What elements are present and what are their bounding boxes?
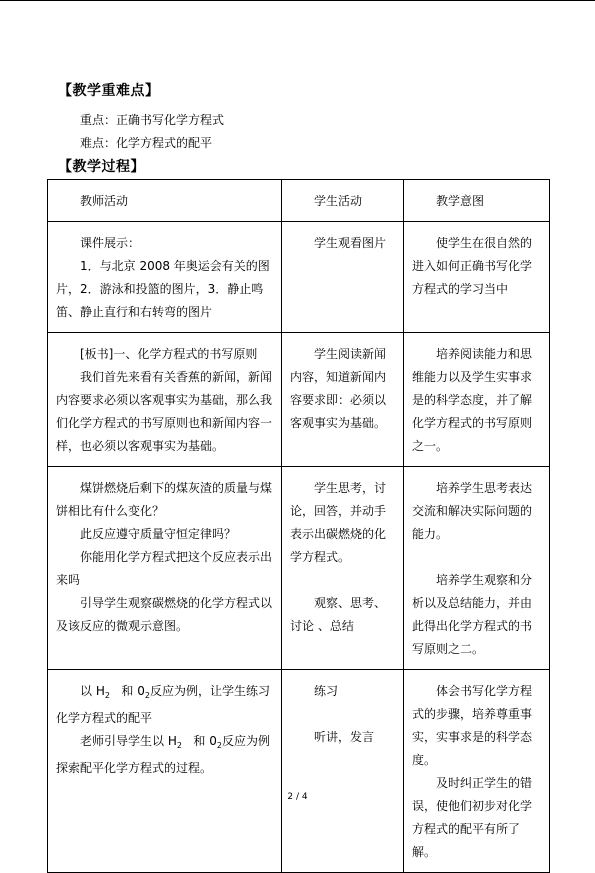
key-points-heading: 【教学重难点】 [58,83,160,99]
student-cell: 学生阅读新闻内容，知道新闻内容要求即：必须以客观事实为基础。 [282,333,404,467]
teacher-cell: 以 $H_2$ 和 $0_2$反应为例，让学生练习化学方程式的配平 老师引导学生以 $H_2$ 和 $0_2$反应为例探索配平化学方程式的过程。 [48,670,282,873]
table-header-row [48,180,550,222]
page-number: 2 / 4 [287,792,308,802]
table-row [48,670,550,873]
table-row [48,467,550,670]
student-cell: 练习 听讲，发言 [282,670,404,873]
teaching-process-table [47,179,550,873]
process-heading: 【教学过程】 [58,159,145,175]
table-row [48,333,550,467]
teacher-cell: 煤饼燃烧后剩下的煤灰渣的质量与煤饼相比有什么变化？ 此反应遵守质量守恒定律吗？ 你能用化学方程式把这个反应表示出来吗 引导学生观察碳燃烧的化学方程式以及该反应的微观示意图。 [48,467,282,670]
teacher-cell: 课件展示： 1．与北京 2008 年奥运会有关的图片，2．游泳和投篮的图片，3．静止鸣笛、静止直行和右转弯的图片 [48,222,282,333]
key-point-text: 重点：正确书写化学方程式 [80,113,225,127]
student-cell: 学生思考，讨论，回答，并动手表示出碳燃烧的化学方程式。 观察、思考、讨论 、总结 [282,467,404,670]
student-cell: 学生观看图片 [282,222,404,333]
intent-cell: 培养阅读能力和思维能力以及学生实事求是的科学态度，并了解化学方程式的书写原则之一。 [404,333,550,467]
header-intent: 教学意图 [404,180,550,222]
intent-cell: 体会书写化学方程式的步骤，培养尊重事实，实事求是的科学态度。 及时纠正学生的错误，使他们初步对化学方程式的配平有所了解。 [404,670,550,873]
header-teacher: 教师活动 [48,180,282,222]
table-row [48,222,550,333]
intent-cell: 培养学生思考表达交流和解决实际问题的能力。 培养学生观察和分析以及总结能力，并由此得出化学方程式的书写原则之二。 [404,467,550,670]
teacher-cell: [板书]一、化学方程式的书写原则 我们首先来看有关香蕉的新闻，新闻内容要求必须以客观事实为基础，那么我们化学方程式的书写原则也和新闻内容一样，也必须以客观事实为基础。 [48,333,282,467]
intent-cell: 使学生在很自然的进入如何正确书写化学方程式的学习当中 [404,222,550,333]
difficulty-text: 难点：化学方程式的配平 [80,136,213,150]
header-student: 学生活动 [282,180,404,222]
header-rule [0,0,595,1]
